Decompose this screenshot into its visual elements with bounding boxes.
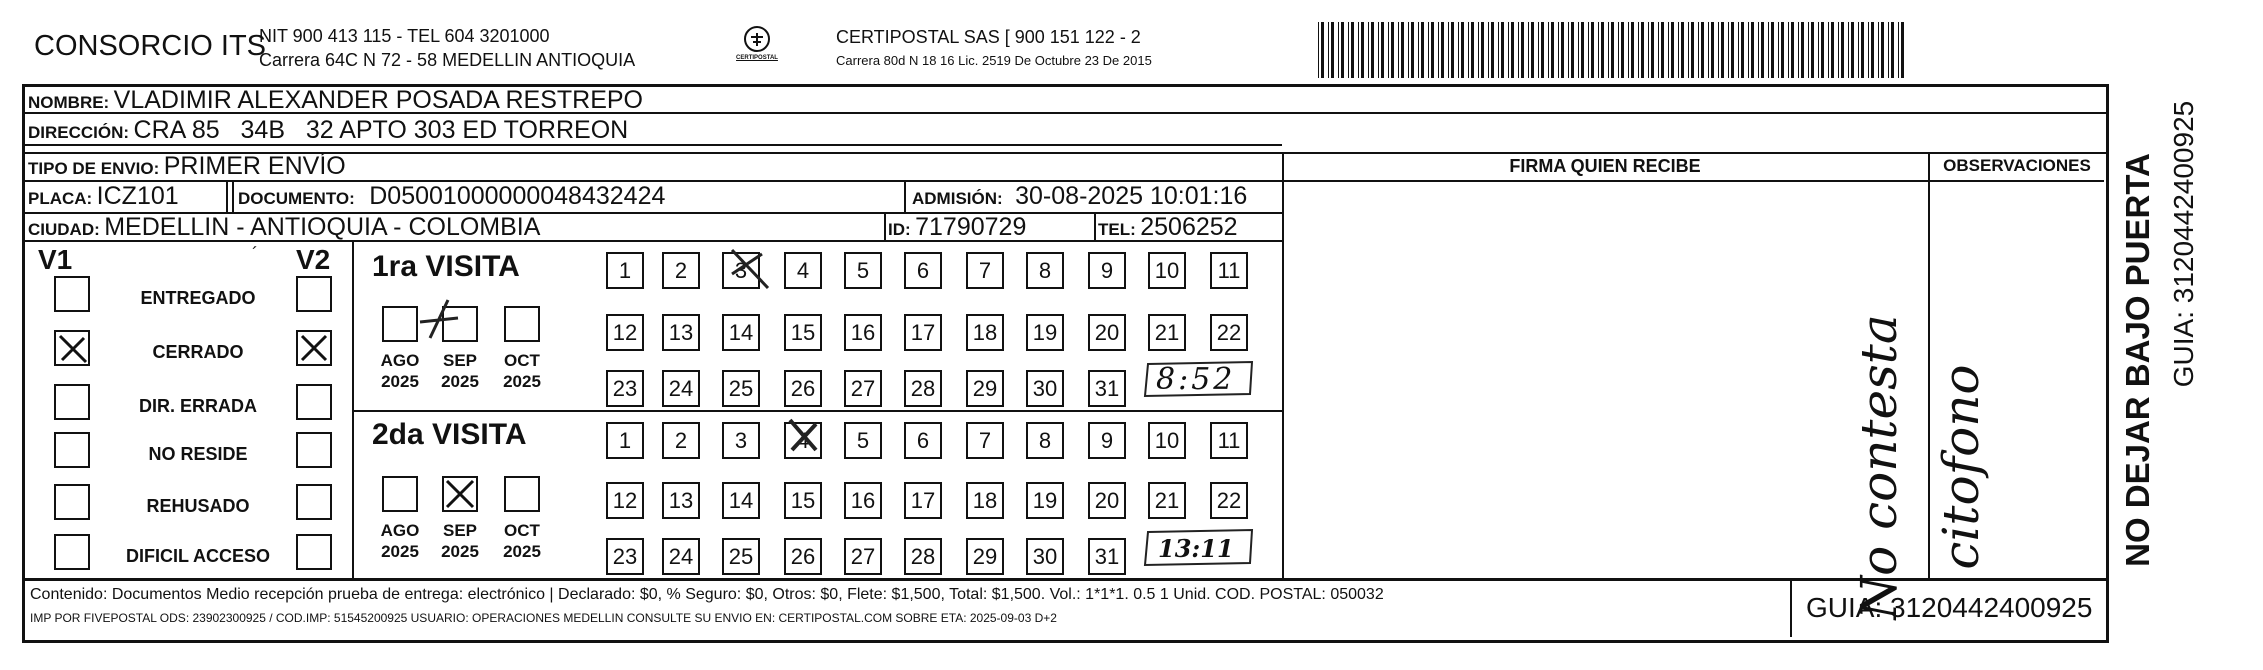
company-address: Carrera 64C N 72 - 58 MEDELLIN ANTIOQUIA (259, 50, 636, 70)
barcode-bar (1851, 22, 1854, 78)
observation-handwritten: No contesta citofono (1850, 314, 1990, 620)
barcode-bar (1781, 22, 1784, 78)
barcode-bar (1698, 22, 1699, 78)
barcode-bar (1858, 22, 1859, 78)
barcode-bar (1598, 22, 1599, 78)
day-box[interactable]: 23 (606, 370, 644, 407)
courier-address: Carrera 80d N 18 16 Lic. 2519 De Octubre 23 De 2015 (836, 53, 1152, 68)
barcode-bar (1848, 22, 1849, 78)
day-box[interactable]: 31 (1088, 538, 1126, 575)
documento-label: DOCUMENTO: (238, 189, 355, 208)
check-x-icon (444, 478, 476, 510)
day-box[interactable]: 8 (1026, 422, 1064, 459)
barcode-bar (1638, 22, 1639, 78)
v2-checkbox[interactable] (296, 484, 332, 520)
day-box[interactable]: 11 (1210, 252, 1248, 289)
day-box[interactable]: 7 (966, 252, 1004, 289)
day-box[interactable]: 12 (606, 482, 644, 519)
barcode-bar (1898, 22, 1899, 78)
day-box[interactable]: 28 (904, 370, 942, 407)
barcode-bar (1708, 22, 1709, 78)
barcode-bar (1471, 22, 1474, 78)
barcode-bar (1788, 22, 1789, 78)
day-box[interactable]: 17 (904, 482, 942, 519)
barcode-bar (1738, 22, 1739, 78)
status-label: CERRADO (152, 342, 244, 362)
barcode-bar (1458, 22, 1459, 78)
barcode-bar (1511, 22, 1514, 78)
barcode-bar (1371, 22, 1374, 78)
barcode-bar (1328, 22, 1329, 78)
barcode-bar (1558, 22, 1559, 78)
barcode-bar (1658, 22, 1659, 78)
barcode-bar (1648, 22, 1649, 78)
company-name: CONSORCIO ITS (34, 30, 267, 62)
tel-label: TEL: (1098, 220, 1136, 239)
barcode-bar (1498, 22, 1499, 78)
barcode-bar (1681, 22, 1684, 78)
day-box[interactable]: 1 (606, 252, 644, 289)
day-box[interactable]: 26 (784, 370, 822, 407)
day-box[interactable]: 2 (662, 422, 700, 459)
day-box[interactable]: 24 (662, 538, 700, 575)
admision-row (912, 182, 1247, 211)
barcode (1316, 22, 1912, 78)
company-nit: NIT 900 413 115 - TEL 604 3201000 (259, 26, 550, 46)
barcode-bar (1501, 22, 1504, 78)
barcode-bar (1331, 22, 1334, 78)
barcode-bar (1561, 22, 1564, 78)
day-box[interactable]: 27 (844, 538, 882, 575)
barcode-bar (1721, 22, 1724, 78)
day-box[interactable]: 9 (1088, 422, 1126, 459)
logo-icon (727, 24, 787, 68)
day-box[interactable]: 20 (1088, 482, 1126, 519)
barcode-graphic (1316, 22, 1912, 78)
admision-label: ADMISIÓN: (912, 189, 1003, 208)
barcode-bar (1731, 22, 1734, 78)
day-box[interactable]: 19 (1026, 482, 1064, 519)
day-box[interactable]: 18 (966, 482, 1004, 519)
status-label: DIFICIL ACCESO (125, 546, 270, 566)
day-box[interactable]: 16 (844, 482, 882, 519)
v1-label: V1 (38, 244, 73, 275)
day-box[interactable]: 12 (606, 314, 644, 351)
barcode-bar (1478, 22, 1479, 78)
courier-name: CERTIPOSTAL SAS [ 900 151 122 - 2 (836, 27, 1141, 47)
barcode-bar (1728, 22, 1729, 78)
tipo-value: PRIMER ENVÍO (163, 152, 346, 180)
day-box[interactable]: 22 (1210, 314, 1248, 351)
barcode-bar (1748, 22, 1749, 78)
v2-label: V2 (296, 244, 331, 275)
day-box[interactable]: 14 (722, 314, 760, 351)
barcode-bar (1408, 22, 1409, 78)
day-box[interactable]: 21 (1148, 482, 1186, 519)
day-box[interactable]: 24 (662, 370, 700, 407)
barcode-bar (1868, 22, 1869, 78)
barcode-bar (1588, 22, 1589, 78)
v1-checkbox[interactable] (54, 484, 90, 520)
day-box[interactable]: 19 (1026, 314, 1064, 351)
barcode-bar (1631, 22, 1634, 78)
day-box[interactable]: 3 (722, 252, 760, 289)
second-visit-time-handwritten: 13:11 (1158, 534, 1234, 563)
barcode-bar (1401, 22, 1404, 78)
v1-checkbox[interactable] (54, 534, 90, 570)
day-box[interactable]: 25 (722, 370, 760, 407)
barcode-bar (1338, 22, 1339, 78)
barcode-bar (1361, 22, 1364, 78)
v2-checkbox[interactable] (296, 330, 332, 366)
barcode-bar (1381, 22, 1384, 78)
day-box[interactable]: 30 (1026, 538, 1064, 575)
nombre-label: NOMBRE: (28, 93, 110, 112)
side-warning: NO DEJAR BAJO PUERTA (2119, 153, 2156, 567)
month-label: OCT 2025 (503, 521, 541, 561)
v1-checkbox[interactable] (54, 432, 90, 468)
barcode-bar (1541, 22, 1544, 78)
month-label: SEP 2025 (441, 521, 479, 561)
check-x-icon (298, 332, 330, 364)
v2-checkbox[interactable] (296, 276, 332, 312)
barcode-bar (1578, 22, 1579, 78)
day-box[interactable]: 5 (844, 422, 882, 459)
documento-value: D05001000000048432424 (369, 182, 666, 210)
barcode-bar (1321, 22, 1324, 78)
month-label: OCT 2025 (503, 351, 541, 391)
month-checkbox[interactable] (382, 306, 418, 342)
barcode-bar (1621, 22, 1624, 78)
day-box[interactable]: 10 (1148, 422, 1186, 459)
barcode-bar (1538, 22, 1539, 78)
barcode-bar (1551, 22, 1554, 78)
tel-value: 2506252 (1140, 213, 1238, 241)
barcode-bar (1388, 22, 1389, 78)
barcode-bar (1641, 22, 1644, 78)
barcode-bar (1441, 22, 1444, 78)
v2-checkbox[interactable] (296, 534, 332, 570)
barcode-bar (1828, 22, 1829, 78)
barcode-bar (1571, 22, 1574, 78)
barcode-bar (1481, 22, 1484, 78)
certipostal-logo (727, 24, 787, 68)
barcode-bar (1421, 22, 1424, 78)
barcode-bar (1601, 22, 1604, 78)
day-box[interactable]: 13 (662, 314, 700, 351)
barcode-bar (1701, 22, 1704, 78)
day-box[interactable]: 4 (784, 422, 822, 459)
footer-imp: IMP POR FIVEPOSTAL ODS: 23902300925 / COD.IMP: 51545200925 USUARIO: OPERACIONES MEDELLIN CONSULTE SU ENVIO EN: CERTIPOSTAL.COM SOBRE ETA: 2025-09-03 D+2 (30, 611, 1057, 625)
day-box[interactable]: 20 (1088, 314, 1126, 351)
id-label: ID: (888, 220, 911, 239)
day-box[interactable]: 30 (1026, 370, 1064, 407)
direccion-row (28, 116, 628, 145)
barcode-bar (1418, 22, 1419, 78)
barcode-bar (1411, 22, 1414, 78)
day-box[interactable]: 8 (1026, 252, 1064, 289)
barcode-bar (1611, 22, 1614, 78)
barcode-bar (1718, 22, 1719, 78)
day-box[interactable]: 15 (784, 482, 822, 519)
barcode-bar (1398, 22, 1399, 78)
placa-label: PLACA: (28, 189, 93, 208)
day-box[interactable]: 29 (966, 370, 1004, 407)
day-box[interactable]: 23 (606, 538, 644, 575)
barcode-bar (1758, 22, 1759, 78)
v2-checkbox[interactable] (296, 384, 332, 420)
day-box[interactable]: 1 (606, 422, 644, 459)
barcode-bar (1528, 22, 1529, 78)
day-box[interactable]: 6 (904, 252, 942, 289)
barcode-bar (1378, 22, 1379, 78)
v1-checkbox[interactable] (54, 384, 90, 420)
barcode-bar (1468, 22, 1469, 78)
barcode-bar (1831, 22, 1834, 78)
month-label: AGO 2025 (380, 521, 420, 561)
barcode-bar (1431, 22, 1434, 78)
barcode-bar (1341, 22, 1344, 78)
day-box[interactable]: 4 (784, 252, 822, 289)
barcode-bar (1318, 22, 1319, 78)
day-box[interactable]: 18 (966, 314, 1004, 351)
barcode-bar (1761, 22, 1764, 78)
barcode-bar (1818, 22, 1819, 78)
barcode-bar (1751, 22, 1754, 78)
barcode-bar (1838, 22, 1839, 78)
barcode-bar (1488, 22, 1489, 78)
barcode-bar (1581, 22, 1584, 78)
barcode-bar (1358, 22, 1359, 78)
day-box[interactable]: 29 (966, 538, 1004, 575)
barcode-bar (1881, 22, 1884, 78)
barcode-bar (1791, 22, 1794, 78)
barcode-bar (1618, 22, 1619, 78)
ciudad-label: CIUDAD: (28, 220, 100, 239)
barcode-bar (1368, 22, 1369, 78)
day-box[interactable]: 7 (966, 422, 1004, 459)
id-value: 71790729 (915, 213, 1027, 241)
barcode-bar (1518, 22, 1519, 78)
barcode-bar (1348, 22, 1349, 78)
second-visit-title: 2da VISITA (372, 418, 527, 451)
month-checkbox[interactable] (382, 476, 418, 512)
ciudad-row (28, 213, 540, 242)
barcode-bar (1391, 22, 1394, 78)
barcode-bar (1741, 22, 1744, 78)
observaciones-header: OBSERVACIONES (1943, 156, 2091, 175)
day-box[interactable]: 11 (1210, 422, 1248, 459)
day-box[interactable]: 22 (1210, 482, 1248, 519)
barcode-bar (1428, 22, 1429, 78)
barcode-bar (1568, 22, 1569, 78)
documento-row (238, 182, 665, 211)
day-box[interactable]: 3 (722, 422, 760, 459)
day-box[interactable]: 25 (722, 538, 760, 575)
nombre-value: VLADIMIR ALEXANDER POSADA RESTREPO (113, 86, 643, 114)
barcode-bar (1491, 22, 1494, 78)
day-box[interactable]: 14 (722, 482, 760, 519)
barcode-bar (1591, 22, 1594, 78)
check-x-icon (56, 332, 88, 364)
barcode-bar (1628, 22, 1629, 78)
tipo-label: TIPO DE ENVIO: (28, 159, 160, 178)
barcode-bar (1768, 22, 1769, 78)
barcode-bar (1878, 22, 1879, 78)
v1-checkbox[interactable] (54, 276, 90, 312)
day-box[interactable]: 6 (904, 422, 942, 459)
barcode-bar (1521, 22, 1524, 78)
barcode-bar (1608, 22, 1609, 78)
status-label: REHUSADO (146, 496, 250, 516)
day-box[interactable]: 28 (904, 538, 942, 575)
day-box[interactable]: 16 (844, 314, 882, 351)
day-box[interactable]: 13 (662, 482, 700, 519)
status-label: ENTREGADO (140, 288, 256, 308)
barcode-bar (1861, 22, 1864, 78)
barcode-bar (1461, 22, 1464, 78)
day-box[interactable]: 26 (784, 538, 822, 575)
placa-row (28, 182, 179, 211)
ciudad-value: MEDELLIN - ANTIOQUIA - COLOMBIA (104, 213, 541, 241)
barcode-bar (1778, 22, 1779, 78)
day-box[interactable]: 27 (844, 370, 882, 407)
day-box[interactable]: 2 (662, 252, 700, 289)
v2-checkbox[interactable] (296, 432, 332, 468)
barcode-bar (1508, 22, 1509, 78)
barcode-bar (1871, 22, 1874, 78)
side-guia: GUIA: 3120442400925 (2168, 100, 2199, 388)
barcode-bar (1811, 22, 1814, 78)
barcode-bar (1821, 22, 1824, 78)
month-checkbox[interactable] (442, 476, 478, 512)
id-row (888, 213, 1026, 242)
barcode-bar (1901, 22, 1904, 78)
barcode-bar (1678, 22, 1679, 78)
tel-row (1098, 213, 1238, 242)
day-box[interactable]: 15 (784, 314, 822, 351)
tipo-row (28, 152, 346, 181)
day-box[interactable]: 21 (1148, 314, 1186, 351)
barcode-bar (1448, 22, 1449, 78)
barcode-bar (1351, 22, 1354, 78)
firma-header: FIRMA QUIEN RECIBE (1509, 156, 1701, 176)
barcode-bar (1661, 22, 1664, 78)
direccion-label: DIRECCIÓN: (28, 123, 130, 142)
barcode-bar (1841, 22, 1844, 78)
month-checkbox[interactable] (504, 476, 540, 512)
tick-mark: ´ (252, 244, 258, 264)
day-box[interactable]: 10 (1148, 252, 1186, 289)
day-box[interactable]: 31 (1088, 370, 1126, 407)
footer-guia: GUIA: 3120442400925 (1806, 592, 2093, 623)
admision-value: 30-08-2025 10:01:16 (1015, 182, 1248, 210)
barcode-bar (1798, 22, 1799, 78)
day-box[interactable]: 9 (1088, 252, 1126, 289)
footer-content: Contenido: Documentos Medio recepción prueba de entrega: electrónico | Declarado: $0, % Seguro: $0, Otros: $0, Flete: $1,500, Total: $1,500. Vol.: 1*1*1. 0.5 1 Unid. COD. POSTAL: 050032 (30, 586, 1384, 603)
barcode-bar (1651, 22, 1654, 78)
barcode-bar (1691, 22, 1694, 78)
barcode-bar (1808, 22, 1809, 78)
first-visit-time-handwritten: 8:52 (1156, 362, 1236, 397)
status-label: NO RESIDE (148, 444, 248, 464)
month-label: AGO 2025 (380, 351, 420, 391)
logo-wordmark: CERTIPOSTAL (736, 55, 778, 61)
barcode-bar (1801, 22, 1804, 78)
placa-value: ICZ101 (96, 182, 179, 210)
barcode-bar (1668, 22, 1669, 78)
barcode-bar (1771, 22, 1774, 78)
direccion-value: CRA 85 34B 32 APTO 303 ED TORREON (133, 116, 629, 144)
barcode-bar (1688, 22, 1689, 78)
nombre-row (28, 86, 643, 115)
barcode-bar (1548, 22, 1549, 78)
day-box[interactable]: 5 (844, 252, 882, 289)
status-label: DIR. ERRADA (138, 396, 257, 416)
barcode-bar (1451, 22, 1454, 78)
barcode-bar (1671, 22, 1674, 78)
v1-checkbox[interactable] (54, 330, 90, 366)
barcode-bar (1711, 22, 1714, 78)
day-box[interactable]: 17 (904, 314, 942, 351)
first-visit-title: 1ra VISITA (372, 250, 520, 283)
barcode-bar (1438, 22, 1439, 78)
month-checkbox[interactable] (442, 306, 478, 342)
month-checkbox[interactable] (504, 306, 540, 342)
barcode-bar (1891, 22, 1894, 78)
barcode-bar (1531, 22, 1534, 78)
barcode-bar (1888, 22, 1889, 78)
month-label: SEP 2025 (441, 351, 479, 391)
